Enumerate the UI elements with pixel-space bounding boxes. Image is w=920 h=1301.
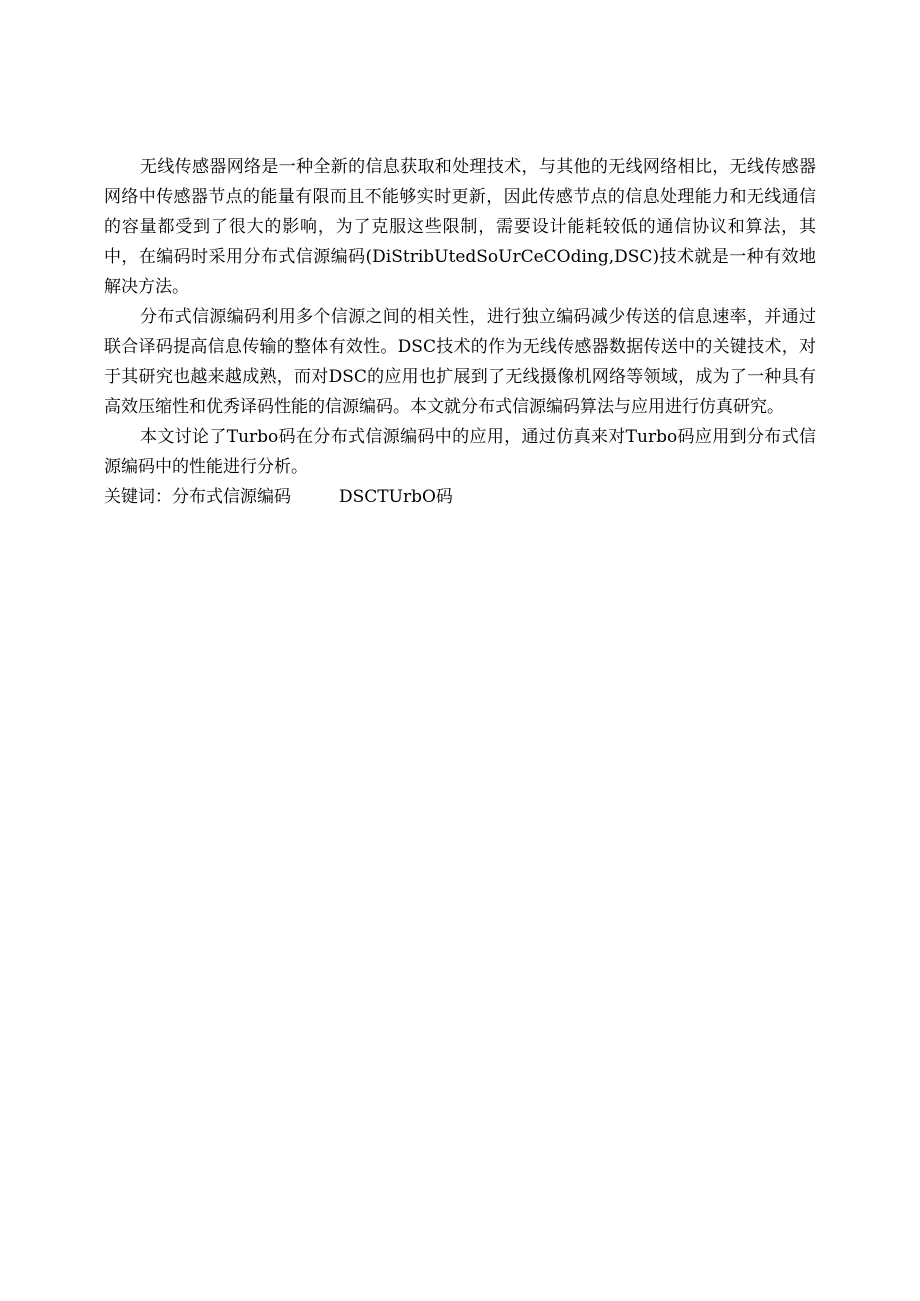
abstract-paragraph-2: 分布式信源编码利用多个信源之间的相关性，进行独立编码减少传送的信息速率，并通过联合译码提高信息传输的整体有效性。DSC技术的作为无线传感器数据传送中的关键技术，对于其研究也越来越成熟，而对DSC的应用也扩展到了无线摄像机网络等领域，成为了一种具有高效压缩性和优秀译码性能的信源编码。本文就分布式信源编码算法与应用进行仿真研究。 (104, 307, 816, 417)
abstract-paragraph-3: 本文讨论了Turbo码在分布式信源编码中的应用，通过仿真来对Turbo码应用到分布式信源编码中的性能进行分析。 (104, 427, 816, 477)
abstract-body (104, 152, 816, 512)
keywords-label: 关键词： (104, 487, 172, 507)
abstract-paragraph-1: 无线传感器网络是一种全新的信息获取和处理技术，与其他的无线网络相比，无线传感器网络中传感器节点的能量有限而且不能够实时更新，因此传感节点的信息处理能力和无线通信的容量都受到了很大的影响，为了克服这些限制，需要设计能耗较低的通信协议和算法，其中，在编码时采用分布式信源编码(DiStribUtedSoUrCeCOding,DSC)技术就是一种有效地解决方法。 (104, 157, 816, 297)
keyword-1: 分布式信源编码 (172, 487, 291, 507)
keywords-line (104, 482, 816, 512)
keyword-2: DSCTUrbO码 (339, 487, 453, 507)
